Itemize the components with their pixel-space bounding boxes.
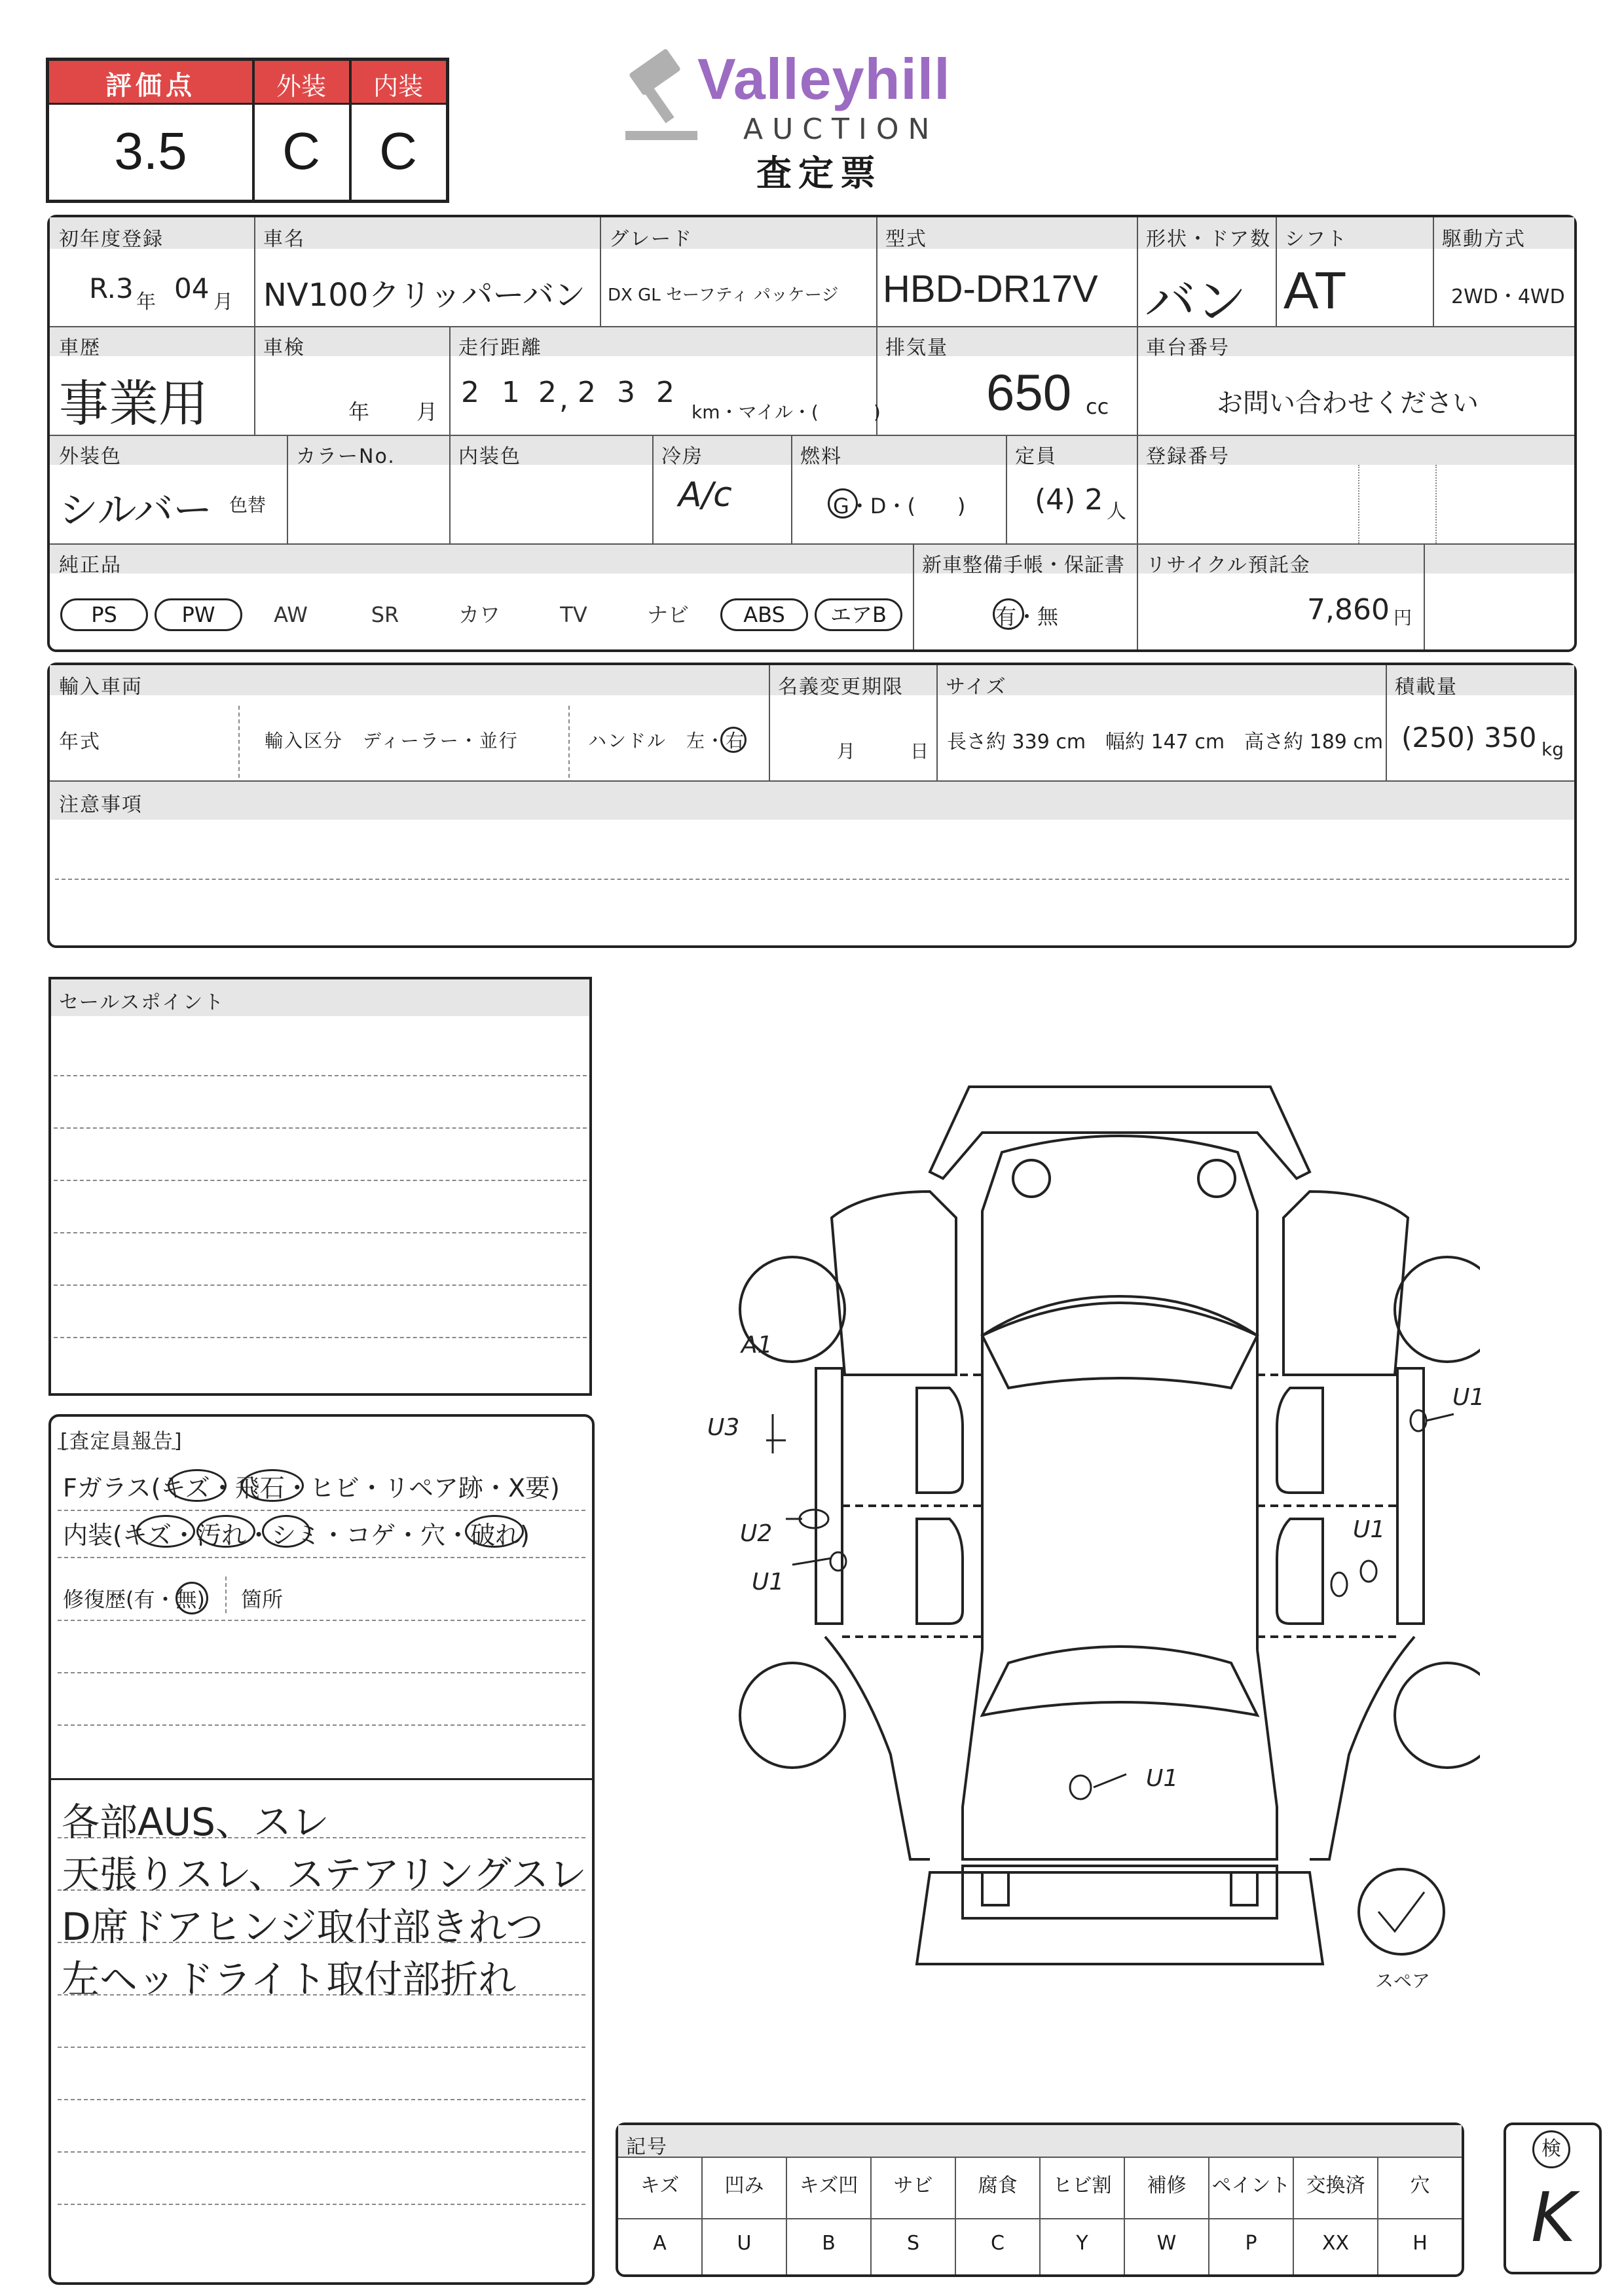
interior-score-label: 内装 [373, 72, 423, 101]
reg-no-label: 登録番号 [1146, 445, 1230, 468]
color-change: 色替 [229, 494, 267, 516]
import-label: 輸入車両 [59, 676, 143, 699]
inspection-year: 年 [348, 399, 370, 424]
history-label: 車歴 [59, 337, 101, 359]
legend-col [787, 2157, 872, 2274]
legend-col [1125, 2157, 1209, 2274]
interior-score: C [379, 122, 417, 180]
option-sr: SR [371, 602, 399, 627]
first-reg-era: R.3 [89, 272, 134, 304]
report-label: [査定員報告] [60, 1430, 183, 1453]
diagram-mark-a1: A1 [741, 1332, 773, 1358]
interior-mark-3 [262, 1515, 310, 1548]
ac: A/c [678, 475, 732, 515]
inspection-label: 車検 [263, 337, 305, 359]
legend-code: Y [1076, 2232, 1088, 2255]
capacity-label: 定員 [1015, 445, 1057, 468]
option-airbag: エアB [815, 598, 902, 631]
displacement-unit: cc [1086, 394, 1109, 419]
repair-place: 箇所 [241, 1587, 284, 1612]
diagram-mark-u2: U2 [740, 1520, 773, 1547]
mileage-unit: km・マイル・( ) [692, 401, 881, 423]
mileage-digit-6: 2 [656, 376, 674, 409]
chassis: お問い合わせください [1217, 388, 1479, 418]
legend-name: ペイント [1211, 2174, 1291, 2197]
legend-label: 記号 [626, 2136, 668, 2159]
inspector-stamp-box [1504, 2123, 1602, 2274]
ext-color: シルバー [59, 488, 213, 534]
exterior-score-label: 外装 [276, 72, 326, 101]
mileage-digit-1: 2 [461, 376, 479, 409]
legend-col [1041, 2157, 1125, 2274]
fuel-label: 燃料 [800, 445, 842, 468]
mileage-digit-4: 2 [578, 376, 596, 409]
displacement: 650 [986, 363, 1072, 421]
handle: ハンドル 左・右 [588, 730, 746, 752]
name-change-label: 名義変更期限 [778, 676, 904, 699]
option-tv: TV [560, 602, 587, 627]
displacement-label: 排気量 [885, 337, 948, 359]
remark-4: 左ヘッドライト取付部折れ [62, 1957, 517, 2001]
diagram-mark-u1-hood: U1 [1146, 1765, 1179, 1792]
legend-items [618, 2157, 1462, 2274]
option-navi: ナビ [646, 602, 689, 627]
recycle: 7,860 [1307, 593, 1390, 627]
legend-col [1378, 2157, 1462, 2274]
first-reg-month-unit: 月 [213, 291, 233, 314]
handle-circle-mark [720, 727, 747, 753]
legend-col [1209, 2157, 1294, 2274]
option-leather: カワ [458, 602, 500, 627]
legend-code: P [1245, 2232, 1257, 2255]
option-pw: PW [155, 598, 242, 631]
import-year-label: 年式 [59, 731, 101, 754]
inspector-report-box [48, 1414, 595, 2285]
option-ps: PS [60, 598, 148, 631]
brand-sub: AUCTION [743, 113, 939, 146]
load: (250) 350 [1401, 721, 1537, 754]
history: 事業用 [59, 374, 208, 433]
body-label: 形状・ドア数 [1146, 228, 1272, 251]
genuine-label: 純正品 [59, 554, 122, 577]
sheet-title: 査定票 [756, 153, 882, 194]
legend-name: ヒビ割 [1052, 2174, 1112, 2197]
remark-3: D席ドアヒンジ取付部きれつ [62, 1904, 544, 1949]
import-table [47, 663, 1577, 948]
legend-name: キズ凹 [799, 2174, 858, 2197]
recycle-unit: 円 [1393, 607, 1412, 629]
grade-label: グレード [609, 228, 693, 251]
spare-label: スペア [1375, 1970, 1431, 1992]
legend-col [1294, 2157, 1378, 2274]
legend-col [872, 2157, 956, 2274]
legend-code: C [991, 2232, 1005, 2255]
overall-score: 3.5 [114, 122, 187, 180]
size: 長さ約 339 cm 幅約 147 cm 高さ約 189 cm [947, 731, 1384, 754]
legend-code: A [653, 2232, 667, 2255]
legend-name: 穴 [1410, 2174, 1430, 2197]
color-no-label: カラーNo. [296, 445, 396, 468]
inspector-label: 検 [1532, 2130, 1570, 2168]
score-box [46, 58, 449, 203]
import-type: 輸入区分 ディーラー・並行 [265, 730, 519, 752]
gavel-icon [619, 46, 710, 144]
vehicle-info-table [47, 215, 1577, 652]
diagram-mark-u3: U3 [707, 1414, 740, 1441]
brand-name: Valleyhill [697, 46, 951, 111]
legend-col [618, 2157, 703, 2274]
sales-point-label: セールスポイント [59, 991, 225, 1014]
remark-1: 各部AUS、スレ [62, 1800, 329, 1844]
report-glass: Fガラス(キズ・飛石・ヒビ・リペア跡・X要) [63, 1474, 560, 1503]
shift-label: シフト [1285, 228, 1348, 251]
sales-point-box [48, 977, 592, 1396]
report-repair: 修復歴(有・無) [63, 1587, 205, 1612]
drive-label: 駆動方式 [1442, 228, 1526, 251]
model: HBD-DR17V [883, 268, 1098, 310]
size-label: サイズ [946, 676, 1007, 699]
legend-name: 補修 [1147, 2174, 1187, 2197]
drive: 2WD・4WD [1451, 285, 1565, 308]
inspector-sign: K [1531, 2178, 1576, 2257]
legend-col [703, 2157, 787, 2274]
interior-mark-4 [465, 1515, 524, 1548]
diagram-mark-u1-right-rear: U1 [1353, 1516, 1386, 1543]
load-unit: kg [1541, 738, 1564, 760]
recycle-label: リサイクル預託金 [1146, 554, 1311, 577]
ext-color-label: 外装色 [59, 445, 122, 468]
legend-code: W [1156, 2232, 1177, 2255]
mileage-comma: , [559, 382, 568, 416]
exterior-score: C [282, 122, 320, 180]
notes-label: 注意事項 [59, 793, 143, 816]
diagram-mark-u1-left: U1 [752, 1569, 784, 1595]
legend-code: XX [1321, 2232, 1350, 2255]
interior-mark-1 [136, 1515, 195, 1548]
first-reg-year-unit: 年 [136, 291, 156, 314]
option-aw: AW [274, 602, 308, 627]
int-color-label: 内装色 [458, 445, 521, 468]
first-reg-month: 04 [174, 272, 210, 304]
capacity: (4) 2 [1035, 483, 1103, 517]
body: バン [1145, 272, 1247, 331]
diagram-mark-u1-right-front: U1 [1452, 1384, 1485, 1411]
legend-name: 腐食 [978, 2174, 1018, 2197]
mileage-digit-5: 3 [617, 376, 635, 409]
shift: AT [1283, 261, 1347, 319]
mileage-digit-3: 2 [538, 376, 557, 409]
glass-mark-2 [241, 1469, 304, 1502]
inspection-month: 月 [416, 399, 438, 424]
model-label: 型式 [885, 228, 927, 251]
legend-name: 凹み [724, 2174, 764, 2197]
legend-name: 交換済 [1306, 2174, 1365, 2197]
brand-logo [619, 46, 986, 194]
legend-name: サビ [893, 2174, 933, 2197]
remark-2: 天張りスレ、ステアリングスレ [62, 1852, 587, 1897]
manual-label: 新車整備手帳・保証書 [922, 554, 1125, 577]
legend-code: S [906, 2232, 920, 2255]
legend-code: U [737, 2232, 752, 2255]
glass-mark-1 [168, 1469, 227, 1502]
mileage-label: 走行距離 [458, 337, 542, 359]
legend-code: H [1412, 2232, 1428, 2255]
load-label: 積載量 [1395, 676, 1458, 699]
car-name-label: 車名 [263, 228, 305, 251]
grade: DX GL セーフティ パッケージ [608, 285, 839, 305]
first-reg-label: 初年度登録 [59, 228, 164, 251]
fuel: G・D・( ) [833, 494, 966, 519]
legend-col [956, 2157, 1041, 2274]
manual-value: 有・無 [995, 604, 1059, 629]
chassis-label: 車台番号 [1146, 337, 1230, 359]
option-abs: ABS [720, 598, 808, 631]
mileage-digit-2: 1 [502, 376, 520, 409]
repair-mark [175, 1582, 208, 1614]
capacity-unit: 人 [1107, 500, 1126, 523]
report-interior: 内装(キズ・汚れ・シミ・コゲ・穴・破れ) [63, 1521, 530, 1550]
name-change: 月 日 [837, 740, 929, 762]
ac-label: 冷房 [661, 445, 703, 468]
legend-name: キズ [640, 2174, 680, 2197]
interior-mark-2 [196, 1515, 255, 1548]
legend-code: B [822, 2232, 836, 2255]
car-name: NV100クリッパーバン [263, 277, 586, 314]
overall-score-label: 評価点 [105, 71, 196, 101]
